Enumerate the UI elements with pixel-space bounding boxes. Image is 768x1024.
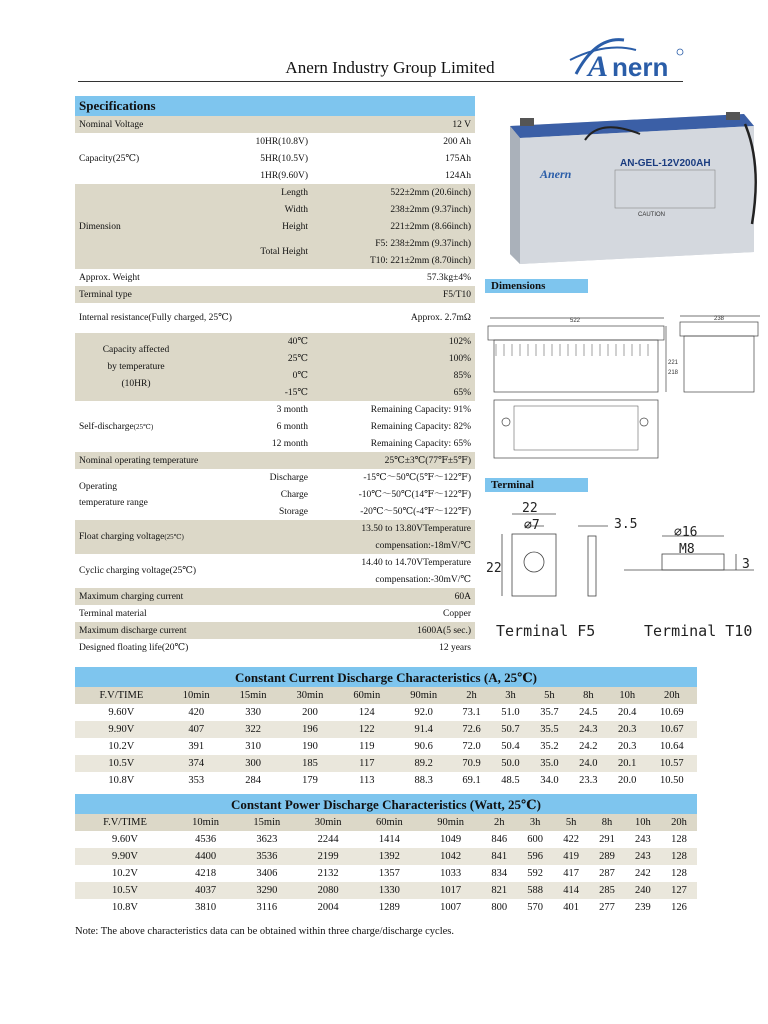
table-cell: 24.5: [579, 707, 598, 718]
lid-side: [680, 322, 758, 336]
column-header: 20h: [647, 687, 697, 704]
capacity-rate: 10HR(10.8V): [197, 133, 312, 150]
table-cell: 592: [527, 868, 544, 879]
table-cell: 35.7: [540, 707, 559, 718]
table-cell: 50.7: [491, 721, 530, 738]
row-voltage: 10.2V: [108, 741, 135, 752]
terminal-post: [520, 118, 534, 126]
table-cell: 239: [635, 902, 651, 913]
op-temp-label-line: Operating: [79, 481, 117, 492]
table-cell: 34.0: [540, 775, 559, 786]
row-voltage: 9.60V: [111, 834, 138, 845]
column-header: 10min: [175, 814, 236, 831]
table-cell: 3290: [236, 882, 297, 899]
table-cell: 1330: [359, 882, 420, 899]
terminal-circle: [640, 418, 648, 426]
table-cell: 287: [599, 868, 615, 879]
table-cell: 24.0: [569, 755, 608, 772]
dimension-sub: Length: [197, 184, 312, 201]
table-cell: 414: [553, 882, 589, 899]
table-row: [75, 882, 697, 899]
table-cell: 20.4: [618, 707, 637, 718]
table-cell: 3406: [256, 868, 278, 879]
terminal-type-value: F5/T10: [312, 286, 475, 303]
storage-period: 12 month: [197, 435, 312, 452]
column-header: 3h: [491, 687, 530, 704]
table-cell: 72.6: [452, 721, 491, 738]
table-cell: 419: [553, 848, 589, 865]
column-header: 10h: [608, 687, 647, 704]
company-name: Anern Industry Group Limited: [285, 58, 495, 77]
table-cell: 374: [168, 755, 225, 772]
float-temp: (25℃): [164, 533, 184, 541]
table-cell: 70.9: [452, 755, 491, 772]
cap-temp-label-line: (10HR): [121, 378, 151, 389]
float-label: [75, 520, 312, 554]
table-cell: 20.3: [608, 721, 647, 738]
lid-front: [488, 326, 664, 340]
op-temp-label: [75, 469, 197, 520]
table-cell: 2132: [317, 868, 339, 879]
max-discharge-value: 1600A(5 sec.): [312, 622, 475, 639]
table-cell: 310: [245, 741, 261, 752]
table-cell: 10.69: [660, 707, 684, 718]
capacity-value: 124Ah: [312, 167, 475, 184]
battery-photo: [490, 104, 765, 269]
table-cell: 4037: [175, 882, 236, 899]
temperature: -15℃: [197, 384, 312, 401]
column-header: 8h: [569, 687, 608, 704]
table-cell: 242: [635, 868, 651, 879]
table-cell: 417: [563, 868, 579, 879]
table-row: [75, 755, 697, 772]
max-charge-value: 60A: [312, 588, 475, 605]
table-cell: 126: [671, 902, 687, 913]
table-cell: 190: [302, 741, 318, 752]
f5-hole: [524, 552, 544, 572]
dimensions-heading: Dimensions: [485, 279, 588, 293]
t10-caption: Terminal T10: [644, 622, 753, 640]
table-row: [75, 865, 697, 882]
table-cell: 330: [245, 707, 261, 718]
row-voltage: 9.90V: [75, 848, 175, 865]
column-header: 3h: [517, 814, 553, 831]
weight-label: Approx. Weight: [75, 269, 312, 286]
table-row: [75, 848, 697, 865]
table-cell: 3810: [195, 902, 217, 913]
max-charge-label: Maximum charging current: [75, 588, 312, 605]
float-text: Float charging voltage: [79, 532, 165, 542]
table-cell: 800: [491, 902, 508, 913]
table-cell: 1033: [440, 868, 462, 879]
table-cell: 2199: [297, 848, 358, 865]
capacity-value: 175Ah: [312, 150, 475, 167]
table-cell: 50.0: [491, 755, 530, 772]
table-cell: 391: [188, 741, 205, 752]
table-cell: 10.67: [647, 721, 697, 738]
f5-height-label: 22: [486, 561, 502, 576]
table-cell: 300: [225, 755, 282, 772]
dimension-sub: Total Height: [197, 235, 312, 269]
row-voltage: 10.2V: [111, 868, 138, 879]
column-header: 15min: [225, 687, 282, 704]
temperature: 25℃: [197, 350, 312, 367]
table-row: [75, 721, 697, 738]
table-cell: 2244: [317, 834, 339, 845]
column-header: F.V/TIME: [75, 687, 168, 704]
table-cell: 73.1: [462, 707, 481, 718]
terminal-drawing: [484, 500, 764, 650]
table-cell: 20.0: [618, 775, 637, 786]
table-cell: 243: [625, 848, 661, 865]
column-header: 20h: [661, 814, 697, 831]
table-cell: 113: [359, 775, 375, 786]
op-range: -15℃～50℃(5℉～122℉): [312, 469, 475, 486]
table-cell: 284: [245, 775, 261, 786]
case-top: [494, 400, 658, 458]
row-voltage: 10.8V: [111, 902, 138, 913]
column-header: 30min: [282, 687, 339, 704]
table-cell: 48.5: [501, 775, 520, 786]
capacity-rate: 1HR(9.60V): [197, 167, 312, 184]
self-discharge-label: [75, 401, 197, 452]
f5-hole-label: ⌀7: [524, 518, 540, 533]
table-cell: 846: [491, 834, 508, 845]
table-cell: 420: [188, 707, 205, 718]
table-cell: 353: [188, 775, 205, 786]
column-header: 5h: [530, 687, 569, 704]
row-voltage: 10.5V: [75, 755, 168, 772]
table-cell: 90.6: [414, 741, 433, 752]
f5-thickness-label: 3.5: [614, 517, 638, 532]
float-life-label: Designed floating life(20℃): [75, 639, 312, 656]
current-table-title: Constant Current Discharge Characteristics (A, 25℃): [75, 667, 697, 687]
table-cell: 196: [282, 721, 339, 738]
table-cell: 4218: [195, 868, 217, 879]
capacity-rate: 5HR(10.5V): [197, 150, 312, 167]
length-value: 522: [570, 318, 581, 324]
total-height-value: 218: [668, 370, 679, 376]
nominal-voltage-label: Nominal Voltage: [75, 116, 312, 133]
table-row: [75, 899, 697, 916]
table-cell: 10.57: [647, 755, 697, 772]
max-discharge-label: Maximum discharge current: [75, 622, 312, 639]
table-cell: 291: [599, 834, 615, 845]
top-panel: [514, 406, 638, 450]
table-cell: 10.64: [660, 741, 684, 752]
capacity-percent: 85%: [312, 367, 475, 384]
table-cell: 570: [527, 902, 544, 913]
photo-model: AN-GEL-12V200AH: [620, 158, 711, 169]
table-cell: 117: [338, 755, 395, 772]
svg-text:A: A: [588, 50, 609, 83]
photo-caution: CAUTION: [638, 212, 665, 218]
column-header: 90min: [420, 814, 481, 831]
footnote: Note: The above characteristics data can be obtained within three charge/discharge cycles.: [75, 926, 455, 937]
table-cell: 24.3: [569, 721, 608, 738]
dimension-value: F5: 238±2mm (9.37inch): [312, 235, 475, 252]
photo-brand: Anern: [540, 167, 572, 181]
dimension-sub: Height: [197, 218, 312, 235]
column-header: 60min: [359, 814, 420, 831]
cyclic-label: Cyclic charging voltage(25℃): [75, 554, 312, 588]
dimension-value: 238±2mm (9.37inch): [312, 201, 475, 218]
width-value: 238: [714, 316, 725, 322]
terminal-heading: Terminal: [485, 478, 588, 492]
table-cell: 89.2: [395, 755, 452, 772]
table-cell: 128: [671, 834, 687, 845]
op-mode: Charge: [197, 486, 312, 503]
f5-terminal-body: [512, 534, 556, 596]
storage-period: 6 month: [197, 418, 312, 435]
cyclic-compensation: compensation:-30mV/℃: [312, 571, 475, 588]
table-cell: 127: [661, 882, 697, 899]
table-cell: 20.1: [608, 755, 647, 772]
row-voltage: 9.90V: [75, 721, 168, 738]
temperature: 0℃: [197, 367, 312, 384]
op-mode: Discharge: [197, 469, 312, 486]
dimension-value: 522±2mm (20.6inch): [312, 184, 475, 201]
table-cell: 834: [491, 868, 508, 879]
internal-resistance-label: Internal resistance(Fully charged, 25℃): [75, 303, 312, 333]
weight-value: 57.3kg±4%: [312, 269, 475, 286]
f5-width-label: 22: [522, 501, 538, 516]
column-header: 15min: [236, 814, 297, 831]
dimension-value: T10: 221±2mm (8.70inch): [312, 252, 475, 269]
dimension-sub: Width: [197, 201, 312, 218]
table-cell: 3116: [256, 902, 278, 913]
height-value: 221: [668, 360, 679, 366]
dimension-value: 221±2mm (8.66inch): [312, 218, 475, 235]
table-row: [75, 772, 697, 789]
table-cell: 69.1: [462, 775, 481, 786]
table-cell: 4536: [195, 834, 217, 845]
capacity-percent: 65%: [312, 384, 475, 401]
terminal-post: [726, 112, 740, 120]
dimension-label: Dimension: [75, 184, 197, 269]
table-cell: 821: [481, 882, 517, 899]
table-cell: 35.5: [530, 721, 569, 738]
column-header: 2h: [452, 687, 491, 704]
op-range: -20℃～50℃(-4℉～122℉): [312, 503, 475, 520]
capacity-percent: 102%: [312, 333, 475, 350]
current-discharge-table: [75, 667, 697, 789]
column-header: 8h: [589, 814, 625, 831]
capacity-value: 200 Ah: [312, 133, 475, 150]
column-header: 60min: [338, 687, 395, 704]
table-cell: 72.0: [462, 741, 481, 752]
table-cell: 119: [359, 741, 375, 752]
table-cell: 35.0: [530, 755, 569, 772]
table-cell: 179: [302, 775, 318, 786]
dimension-drawing: [484, 312, 764, 462]
case-side: [684, 336, 754, 392]
self-discharge-text: Self-discharge: [79, 421, 134, 432]
table-cell: 50.4: [501, 741, 520, 752]
power-table-title: Constant Power Discharge Characteristics (Watt, 25℃): [75, 794, 697, 814]
column-header: 30min: [297, 814, 358, 831]
table-cell: 243: [635, 834, 651, 845]
t10-thread-label: M8: [679, 542, 695, 557]
spec-title: Specifications: [75, 96, 475, 116]
table-row: [75, 738, 697, 755]
storage-period: 3 month: [197, 401, 312, 418]
table-cell: 1357: [378, 868, 400, 879]
table-cell: 1392: [359, 848, 420, 865]
column-header: 2h: [481, 814, 517, 831]
op-temp-label-line: temperature range: [79, 497, 148, 508]
float-life-value: 12 years: [312, 639, 475, 656]
table-cell: 289: [589, 848, 625, 865]
terminal-type-label: Terminal type: [75, 286, 312, 303]
power-table-header: [75, 814, 697, 831]
row-voltage: 9.60V: [108, 707, 135, 718]
cyclic-value: 14.40 to 14.70VTemperature: [312, 554, 475, 571]
remaining-capacity: Remaining Capacity: 91%: [312, 401, 475, 418]
table-cell: 124: [358, 707, 375, 718]
table-cell: 588: [517, 882, 553, 899]
table-cell: 51.0: [501, 707, 520, 718]
table-cell: 240: [625, 882, 661, 899]
table-cell: 128: [661, 848, 697, 865]
op-range: -10℃～50℃(14℉～122℉): [312, 486, 475, 503]
table-cell: 407: [168, 721, 225, 738]
table-cell: 185: [282, 755, 339, 772]
terminal-material-label: Terminal material: [75, 605, 312, 622]
table-cell: 1017: [420, 882, 481, 899]
table-cell: 1042: [420, 848, 481, 865]
column-header: F.V/TIME: [75, 814, 175, 831]
terminal-circle: [502, 418, 510, 426]
remaining-capacity: Remaining Capacity: 82%: [312, 418, 475, 435]
table-cell: 3536: [236, 848, 297, 865]
table-cell: 2004: [317, 902, 339, 913]
capacity-percent: 100%: [312, 350, 475, 367]
f5-side-view: [588, 536, 596, 596]
table-cell: 91.4: [395, 721, 452, 738]
table-cell: 1414: [378, 834, 400, 845]
table-cell: 128: [671, 868, 687, 879]
table-row: [75, 704, 697, 721]
table-cell: 596: [517, 848, 553, 865]
table-cell: 1049: [440, 834, 462, 845]
op-mode: Storage: [197, 503, 312, 520]
current-table-header: [75, 687, 697, 704]
spec-table: [75, 96, 475, 656]
column-header: 10h: [625, 814, 661, 831]
table-cell: 277: [599, 902, 615, 913]
anern-logo: [566, 30, 691, 85]
table-cell: 10.50: [660, 775, 684, 786]
table-cell: 1007: [440, 902, 462, 913]
column-header: 90min: [395, 687, 452, 704]
table-cell: 24.2: [579, 741, 598, 752]
internal-resistance-value: Approx. 2.7mΩ: [312, 303, 475, 333]
table-cell: 285: [589, 882, 625, 899]
table-cell: 92.0: [414, 707, 433, 718]
table-cell: 401: [563, 902, 579, 913]
nominal-voltage-value: 12 V: [312, 116, 475, 133]
nominal-temp-label: Nominal operating temperature: [75, 452, 312, 469]
cap-temp-label-line: Capacity affected: [102, 344, 170, 355]
table-cell: 88.3: [414, 775, 433, 786]
column-header: 5h: [553, 814, 589, 831]
float-compensation: compensation:-18mV/℃: [312, 537, 475, 554]
svg-text:nern: nern: [612, 52, 669, 82]
row-voltage: 10.5V: [75, 882, 175, 899]
power-discharge-table: [75, 794, 697, 916]
table-cell: 600: [527, 834, 544, 845]
float-value: 13.50 to 13.80VTemperature: [312, 520, 475, 537]
t10-diameter-label: ⌀16: [674, 525, 698, 540]
rib-lines: [496, 344, 648, 356]
remaining-capacity: Remaining Capacity: 65%: [312, 435, 475, 452]
table-cell: 35.2: [540, 741, 559, 752]
table-cell: 3623: [256, 834, 278, 845]
t10-height-label: 3: [742, 557, 750, 572]
table-cell: 1289: [378, 902, 400, 913]
table-row: [75, 831, 697, 848]
table-cell: 422: [563, 834, 579, 845]
cap-temp-label: [75, 333, 197, 401]
table-cell: 122: [338, 721, 395, 738]
row-voltage: 10.8V: [108, 775, 135, 786]
cap-temp-label-line: by temperature: [107, 361, 165, 372]
nominal-temp-value: 25℃±3℃(77℉±5℉): [312, 452, 475, 469]
f5-caption: Terminal F5: [496, 622, 596, 640]
table-cell: 200: [302, 707, 318, 718]
column-header: 10min: [168, 687, 225, 704]
capacity-label: Capacity(25℃): [75, 133, 197, 184]
table-cell: 2080: [297, 882, 358, 899]
temperature: 40℃: [197, 333, 312, 350]
table-cell: 23.3: [579, 775, 598, 786]
table-cell: 20.3: [618, 741, 637, 752]
table-cell: 322: [225, 721, 282, 738]
table-cell: 841: [481, 848, 517, 865]
table-cell: 4400: [175, 848, 236, 865]
self-discharge-temp: (25℃): [133, 422, 154, 431]
terminal-material-value: Copper: [312, 605, 475, 622]
